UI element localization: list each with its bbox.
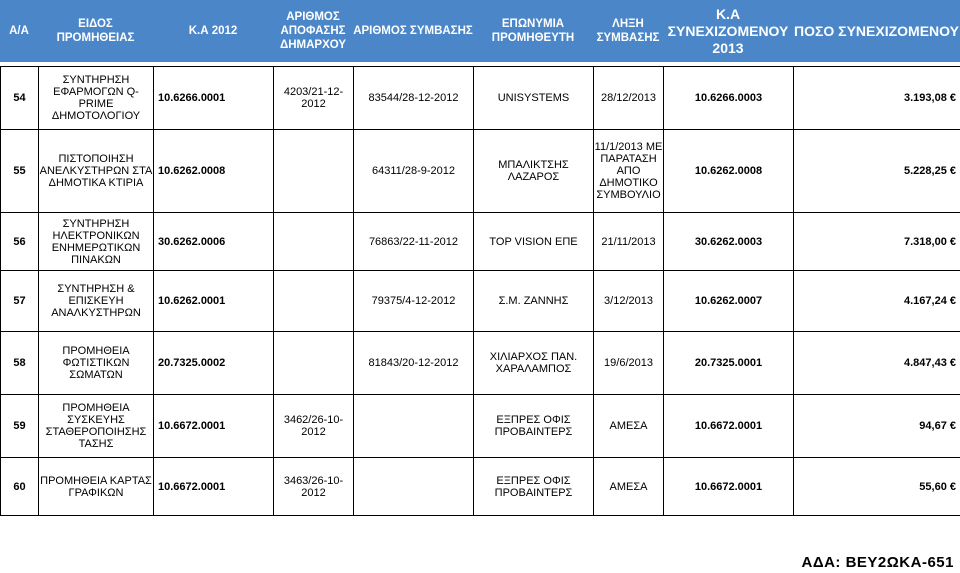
- header-type: ΕΙΔΟΣ ΠΡΟΜΗΘΕΙΑΣ: [56, 18, 135, 44]
- cell-supplier: ΕΞΠΡΕΣ ΟΦΙΣ ΠΡΟΒΑΙΝΤΕΡΣ: [474, 458, 594, 516]
- cell-aa: 60: [1, 458, 39, 516]
- cell-decision: 4203/21-12-2012: [274, 67, 354, 130]
- cell-aa: 56: [1, 213, 39, 271]
- cell-kae2013: 10.6262.0008: [664, 130, 794, 213]
- cell-supplier: ΜΠΑΛΙΚΤΣΗΣ ΛΑΖΑΡΟΣ: [474, 130, 594, 213]
- header-aa: Α/Α: [9, 25, 29, 37]
- header-supplier: ΕΠΩΝΥΜΙΑ ΠΡΟΜΗΘΕΥΤΗ: [491, 18, 575, 44]
- cell-aa: 55: [1, 130, 39, 213]
- cell-kae2012: 10.6262.0001: [154, 271, 274, 332]
- table-row: [1, 332, 960, 395]
- table-row: [1, 395, 960, 458]
- cell-amount: 4.167,24 €: [794, 271, 960, 332]
- cell-kae2013: 10.6672.0001: [664, 458, 794, 516]
- cell-kae2012: 30.6262.0006: [154, 213, 274, 271]
- table-row: [1, 458, 960, 516]
- cell-decision: [274, 271, 354, 332]
- cell-contract: [354, 395, 474, 458]
- cell-amount: 4.847,43 €: [794, 332, 960, 395]
- cell-aa: 57: [1, 271, 39, 332]
- contracts-table: [0, 66, 960, 516]
- cell-type: ΠΡΟΜΗΘΕΙΑ ΚΑΡΤΑΣ ΓΡΑΦΙΚΩΝ: [39, 458, 154, 516]
- cell-contract: 79375/4-12-2012: [354, 271, 474, 332]
- table-row: [1, 271, 960, 332]
- cell-contract: 81843/20-12-2012: [354, 332, 474, 395]
- cell-contract: 64311/28-9-2012: [354, 130, 474, 213]
- table-row: [1, 67, 960, 130]
- cell-aa: 59: [1, 395, 39, 458]
- cell-expiry: ΑΜΕΣΑ: [594, 395, 664, 458]
- cell-decision: 3462/26-10-2012: [274, 395, 354, 458]
- cell-kae2012: 10.6672.0001: [154, 458, 274, 516]
- cell-expiry: 21/11/2013: [594, 213, 664, 271]
- cell-type: ΣΥΝΤΗΡΗΣΗ ΕΦΑΡΜΟΓΩΝ Q-PRIME ΔΗΜΟΤΟΛΟΓΙΟΥ: [39, 67, 154, 130]
- cell-type: ΠΙΣΤΟΠΟΙΗΣΗ ΑΝΕΛΚΥΣΤΗΡΩΝ ΣΤΑ ΔΗΜΟΤΙΚΑ ΚΤΙΡΙΑ: [39, 130, 154, 213]
- cell-type: ΣΥΝΤΗΡΗΣΗ ΗΛΕΚΤΡΟΝΙΚΩΝ ΕΝΗΜΕΡΩΤΙΚΩΝ ΠΙΝΑΚΩΝ: [39, 213, 154, 271]
- table-row: [1, 130, 960, 213]
- table-header: [0, 0, 960, 62]
- cell-kae2012: 10.6262.0008: [154, 130, 274, 213]
- header-decision: ΑΡΙΘΜΟΣ ΑΠΟΦΑΣΗΣ ΔΗΜΑΡΧΟΥ: [279, 11, 347, 51]
- cell-supplier: Σ.Μ. ΖΑΝΝΗΣ: [474, 271, 594, 332]
- cell-kae2013: 10.6672.0001: [664, 395, 794, 458]
- cell-decision: [274, 332, 354, 395]
- cell-aa: 54: [1, 67, 39, 130]
- cell-kae2013: 30.6262.0003: [664, 213, 794, 271]
- cell-supplier: ΧΙΛΙΑΡΧΟΣ ΠΑΝ. ΧΑΡΑΛΑΜΠΟΣ: [474, 332, 594, 395]
- cell-kae2013: 10.6266.0003: [664, 67, 794, 130]
- cell-supplier: ΕΞΠΡΕΣ ΟΦΙΣ ΠΡΟΒΑΙΝΤΕΡΣ: [474, 395, 594, 458]
- cell-kae2012: 20.7325.0002: [154, 332, 274, 395]
- cell-type: ΠΡΟΜΗΘΕΙΑ ΣΥΣΚΕΥΗΣ ΣΤΑΘΕΡΟΠΟΙΗΣΗΣ ΤΑΣΗΣ: [39, 395, 154, 458]
- cell-amount: 55,60 €: [794, 458, 960, 516]
- cell-kae2012: 10.6266.0001: [154, 67, 274, 130]
- cell-expiry: 11/1/2013 ΜΕ ΠΑΡΑΤΑΣΗ ΑΠΟ ΔΗΜΟΤΙΚΟ ΣΥΜΒΟΥΛΙΟ: [594, 130, 664, 213]
- cell-kae2012: 10.6672.0001: [154, 395, 274, 458]
- cell-expiry: 19/6/2013: [594, 332, 664, 395]
- cell-expiry: ΑΜΕΣΑ: [594, 458, 664, 516]
- cell-type: ΣΥΝΤΗΡΗΣΗ & ΕΠΙΣΚΕΥΗ ΑΝΑΛΚΥΣΤΗΡΩΝ: [39, 271, 154, 332]
- cell-supplier: UNISYSTEMS: [474, 67, 594, 130]
- cell-supplier: TOP VISION ΕΠΕ: [474, 213, 594, 271]
- cell-kae2013: 10.6262.0007: [664, 271, 794, 332]
- cell-type: ΠΡΟΜΗΘΕΙΑ ΦΩΤΙΣΤΙΚΩΝ ΣΩΜΑΤΩΝ: [39, 332, 154, 395]
- header-expiry: ΛΗΞΗ ΣΥΜΒΑΣΗΣ: [596, 18, 660, 44]
- cell-aa: 58: [1, 332, 39, 395]
- cell-contract: 83544/28-12-2012: [354, 67, 474, 130]
- cell-expiry: 3/12/2013: [594, 271, 664, 332]
- header-contract: ΑΡΙΘΜΟΣ ΣΥΜΒΑΣΗΣ: [353, 25, 473, 37]
- cell-amount: 7.318,00 €: [794, 213, 960, 271]
- header-kae2012: Κ.Α 2012: [188, 25, 238, 37]
- cell-contract: [354, 458, 474, 516]
- cell-amount: 94,67 €: [794, 395, 960, 458]
- cell-expiry: 28/12/2013: [594, 67, 664, 130]
- header-amount: ΠΟΣΟ ΣΥΝΕΧΙΖΟΜΕΝΟΥ: [794, 22, 959, 39]
- header-kae2013: Κ.Α ΣΥΝΕΧΙΖΟΜΕΝΟΥ 2013: [667, 5, 789, 56]
- cell-decision: [274, 130, 354, 213]
- cell-decision: 3463/26-10-2012: [274, 458, 354, 516]
- cell-amount: 3.193,08 €: [794, 67, 960, 130]
- cell-amount: 5.228,25 €: [794, 130, 960, 213]
- cell-decision: [274, 213, 354, 271]
- cell-contract: 76863/22-11-2012: [354, 213, 474, 271]
- table-row: [1, 213, 960, 271]
- document-ada-code: ΑΔΑ: ΒΕΥ2ΩΚΑ-651: [801, 554, 954, 571]
- cell-kae2013: 20.7325.0001: [664, 332, 794, 395]
